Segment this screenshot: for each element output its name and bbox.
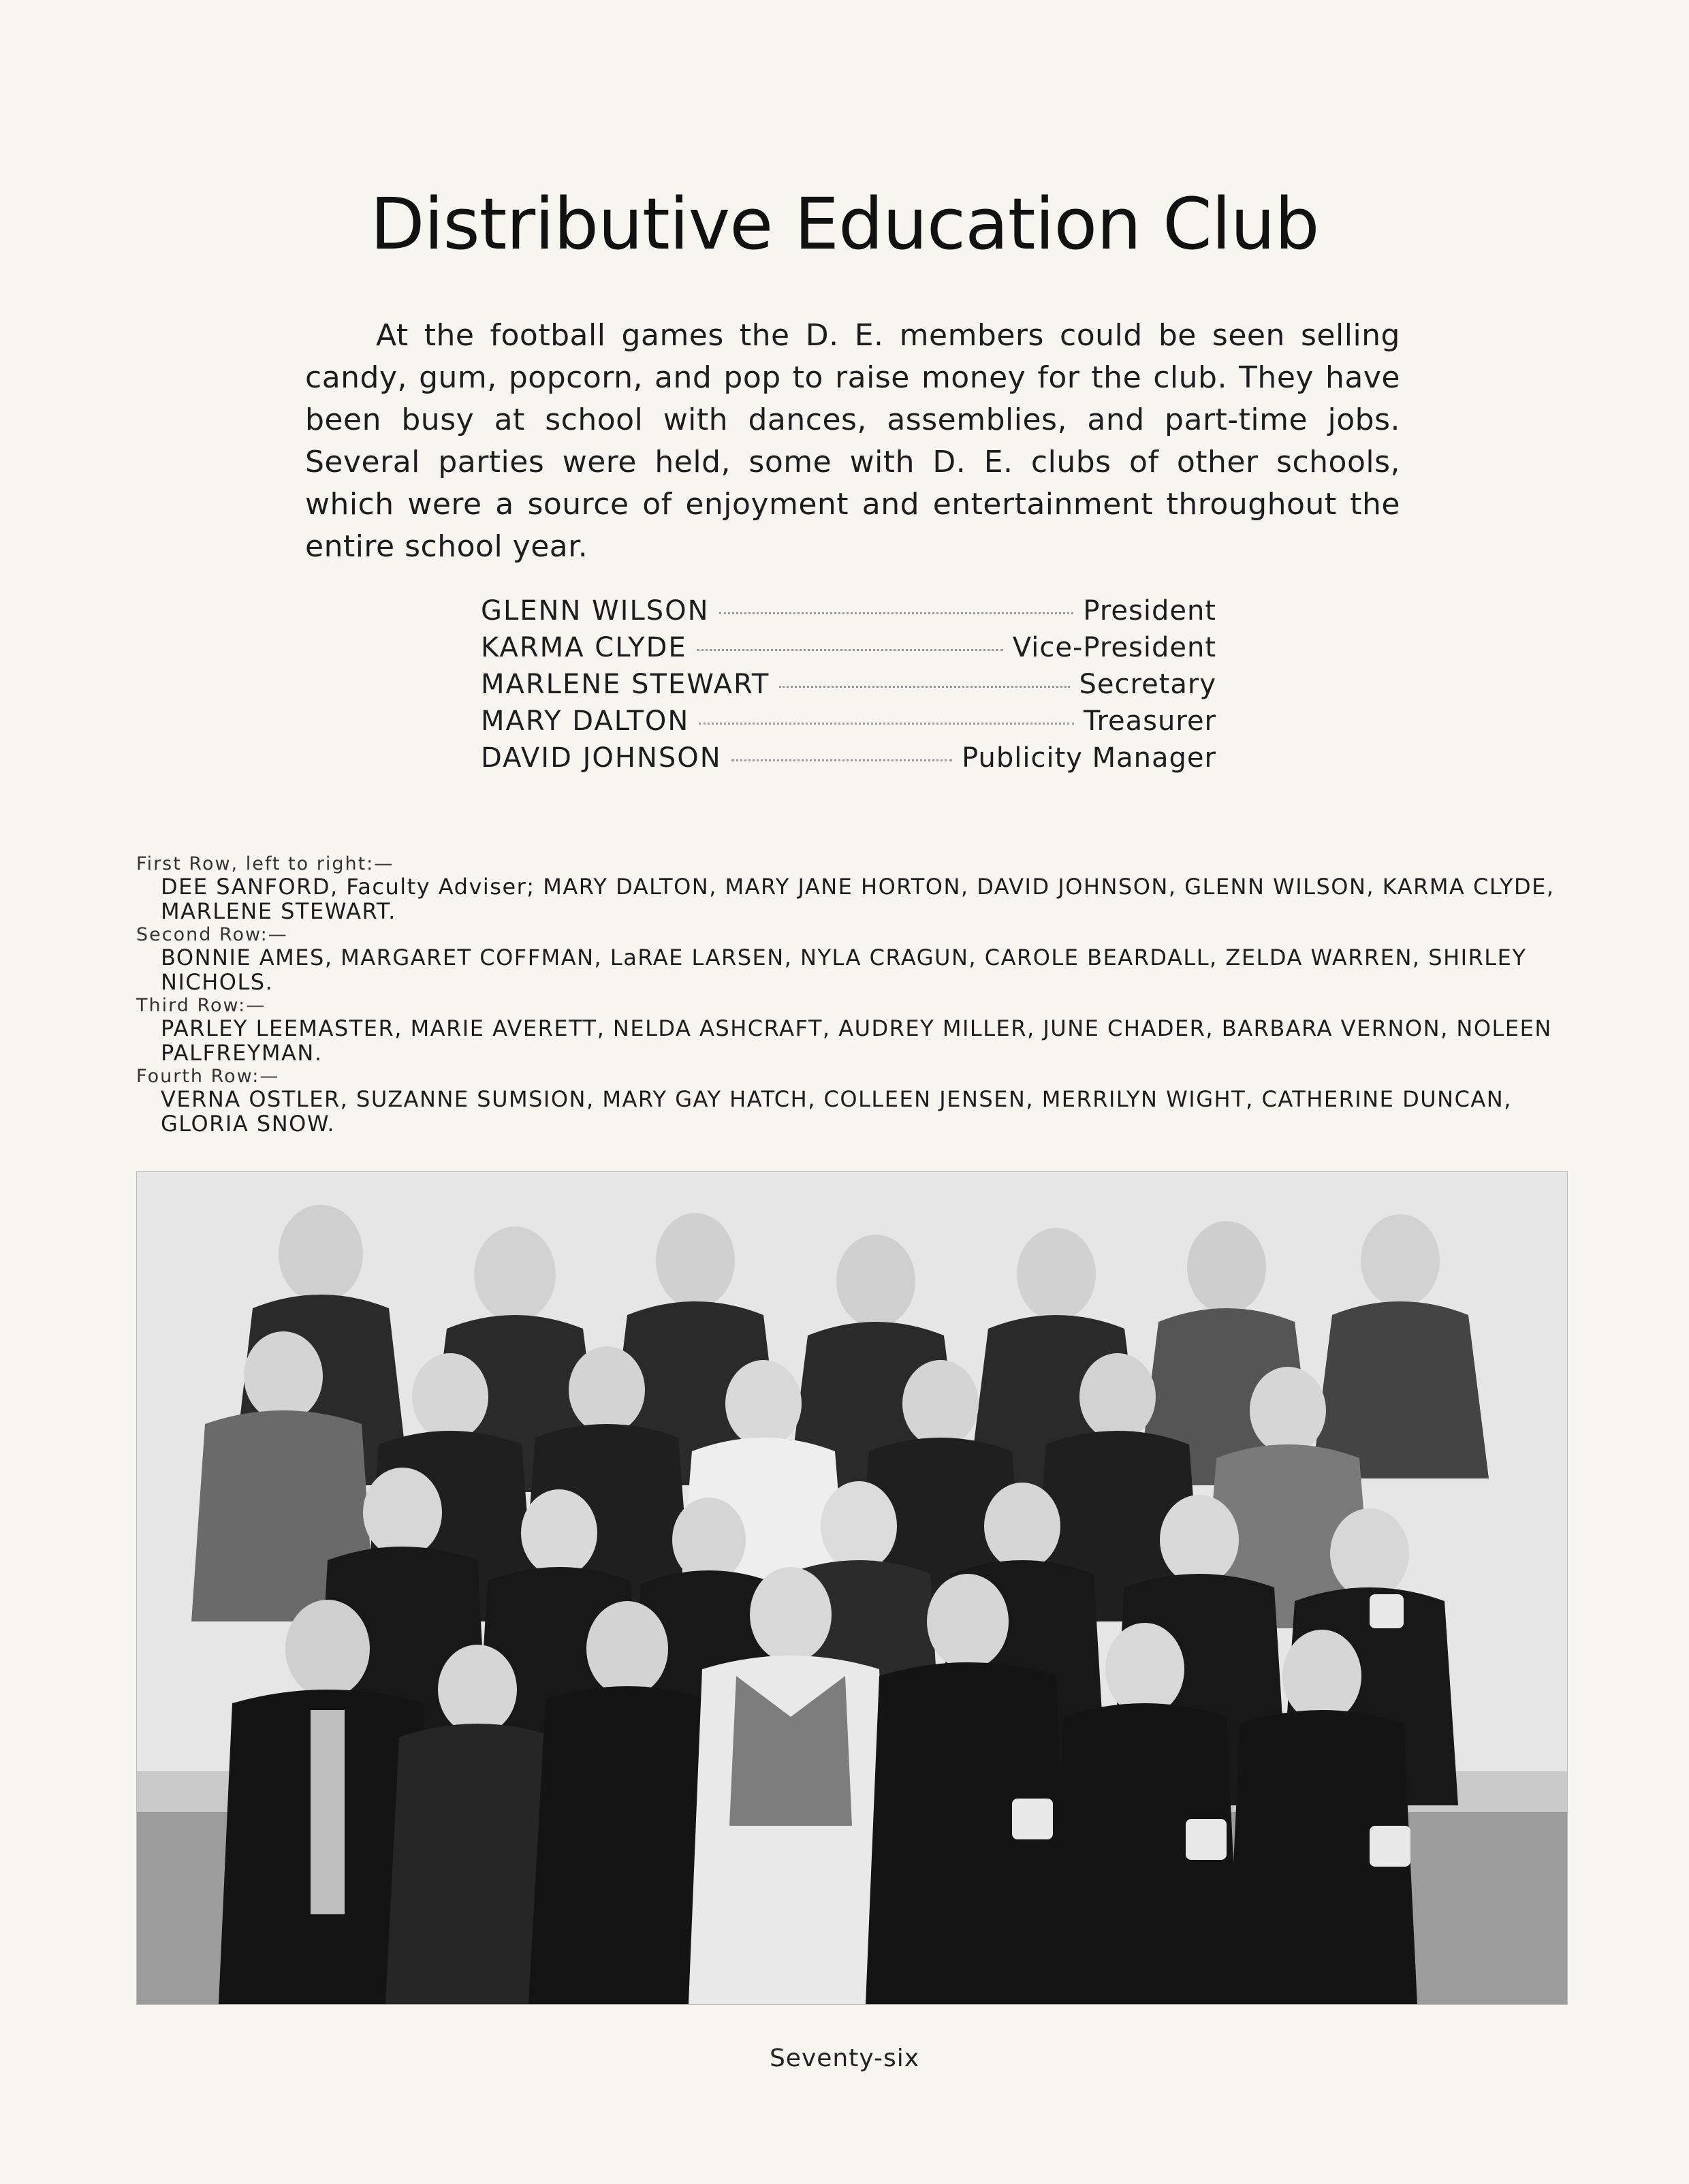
group-photo-illustration — [137, 1172, 1567, 2004]
caption-row-names: PARLEY LEEMASTER, MARIE AVERETT, NELDA ASHCRAFT, AUDREY MILLER, JUNE CHADER, BARBARA VERNON, NOLEEN PALFREYMAN. — [161, 1015, 1552, 1066]
caption-row-names: BONNIE AMES, MARGARET COFFMAN, LaRAE LARSEN, NYLA CRAGUN, CAROLE BEARDALL, ZELDA WARREN, SHIRLEY NICHOLS. — [161, 945, 1527, 995]
officer-row — [481, 629, 1216, 666]
dot-leader — [719, 612, 1074, 614]
caption-row-label: First Row, left to right:— — [136, 853, 394, 874]
officer-name: MARLENE STEWART — [481, 669, 770, 700]
page-title: Distributive Education Club — [370, 183, 1319, 266]
page-number: Seventy-six — [769, 2044, 920, 2072]
officer-title: Vice-President — [1012, 632, 1216, 663]
caption-row-names: DEE SANFORD, Faculty Adviser; MARY DALTON, MARY JANE HORTON, DAVID JOHNSON, GLENN WILSON, KARMA CLYDE, MARLENE STEWART. — [161, 874, 1555, 924]
dot-leader — [697, 649, 1003, 651]
officer-row — [481, 703, 1216, 740]
officer-title: President — [1083, 595, 1216, 627]
caption-row-label: Second Row:— — [136, 924, 288, 945]
photo-caption — [136, 854, 1560, 1137]
officer-row — [481, 666, 1216, 703]
officer-name: GLENN WILSON — [481, 595, 710, 627]
group-photo — [136, 1171, 1568, 2005]
caption-row-label: Third Row:— — [136, 995, 266, 1016]
officer-row — [481, 740, 1216, 776]
officer-title: Secretary — [1079, 669, 1216, 700]
caption-row-names: VERNA OSTLER, SUZANNE SUMSION, MARY GAY HATCH, COLLEEN JENSEN, MERRILYN WIGHT, CATHERINE DUNCAN, GLORIA SNOW. — [161, 1086, 1512, 1137]
dot-leader — [731, 759, 952, 761]
officer-name: DAVID JOHNSON — [481, 742, 722, 774]
caption-row-label: Fourth Row:— — [136, 1066, 280, 1087]
officer-title: Publicity Manager — [962, 742, 1216, 774]
officer-name: MARY DALTON — [481, 706, 690, 737]
officer-name: KARMA CLYDE — [481, 632, 687, 663]
dot-leader — [779, 686, 1069, 688]
officer-title: Treasurer — [1083, 706, 1216, 737]
dot-leader — [699, 723, 1074, 725]
intro-paragraph: At the football games the D. E. members could be seen selling candy, gum, popcorn, and pop to raise money for the club. They have been busy at school with dances, assemblies, and part-time jobs. Several parties were held, some with D. E. clubs of other schools, which were a source of enjoyment and entertainment throughout the entire school year. — [305, 318, 1400, 564]
officer-list — [481, 592, 1216, 776]
officer-row — [481, 592, 1216, 629]
